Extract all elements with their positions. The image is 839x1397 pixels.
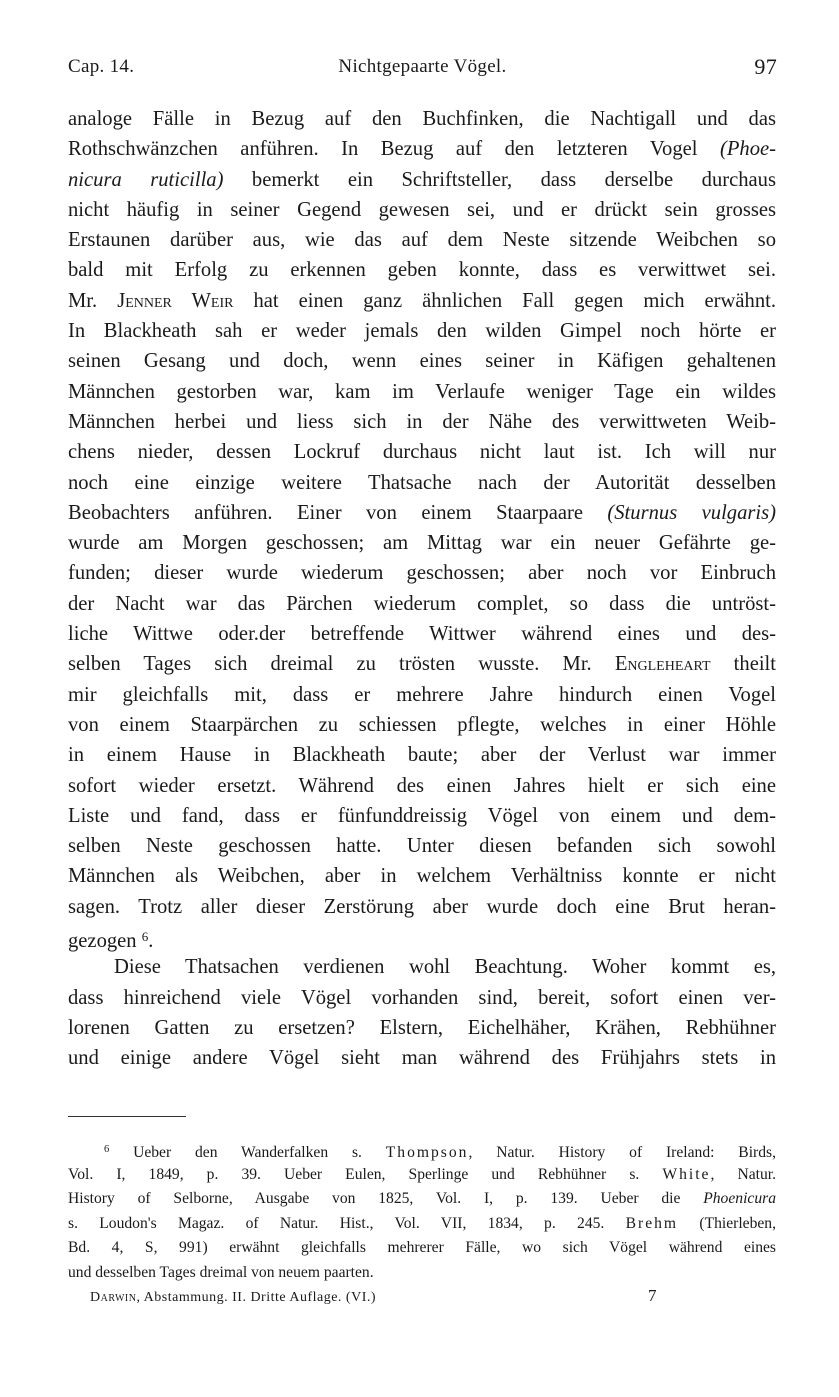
text-line: Rothschwänzchen anführen. In Bezug auf den letzteren Vogel (Phoe- <box>68 138 776 161</box>
text-line: Diese Thatsachen verdienen wohl Beachtung. Woher kommt es, <box>114 956 776 979</box>
text-line: Beobachters anführen. Einer von einem Staarpaare (Sturnus vulgaris) <box>68 501 776 524</box>
text-line: Mr. Jenner Weir hat einen ganz ähnlichen Fall gegen mich erwähnt. <box>68 289 776 312</box>
italic-species-name: Phoenicura <box>703 1190 776 1208</box>
footnote-line: History of Selborne, Ausgabe von 1825, Vol. I, p. 139. Ueber die Phoenicura <box>68 1190 776 1208</box>
chapter-label: Cap. 14. <box>68 56 135 77</box>
text-line: nicura ruticilla) bemerkt ein Schriftsteller, dass derselbe durchaus <box>68 168 776 191</box>
text-line: bald mit Erfolg zu erkennen geben konnte, dass es verwittwet sei. <box>68 259 776 282</box>
person-name: Jenner Weir <box>117 289 234 312</box>
person-name: White <box>662 1165 711 1183</box>
author-name: Darwin <box>90 1290 137 1305</box>
footnote-mark: 6 <box>104 1144 110 1155</box>
text-line: mir gleichfalls mit, dass er mehrere Jahre hindurch einen Vogel <box>68 683 776 706</box>
sheet-number: 7 <box>648 1286 657 1305</box>
footnote <box>68 1138 776 1286</box>
text-line: seinen Gesang und doch, wenn eines seiner in Käfigen gehaltenen <box>68 350 776 373</box>
text-line: Männchen herbei und liess sich in der Nähe des verwittweten Weib- <box>68 410 776 433</box>
italic-species-name: (Sturnus vulgaris) <box>607 501 776 524</box>
page-number: 97 <box>754 54 777 79</box>
footnote-line: $^6$ Ueber den Wanderfalken s. Thompson, Natur. History of Ireland: Birds, <box>104 1144 776 1161</box>
footnote-line: Bd. 4, S, 991) erwähnt gleichfalls mehrerer Fälle, wo sich Vögel während eines <box>68 1239 776 1257</box>
footnote-separator <box>68 1116 186 1117</box>
text-line: In Blackheath sah er weder jemals den wilden Gimpel noch hörte er <box>68 320 776 343</box>
text-line: von einem Staarpärchen zu schiessen pflegte, welches in einer Höhle <box>68 713 776 736</box>
text-line: nicht häufig in seiner Gegend gewesen sei, und er drückt sein grosses <box>68 198 776 221</box>
text-line: noch eine einzige weitere Thatsache nach der Autorität desselben <box>68 471 776 494</box>
footnote-line: und desselben Tages dreimal von neuem paarten. <box>68 1263 374 1281</box>
footnote-reference: 6 <box>141 929 149 945</box>
footnote-line: s. Loudon's Magaz. of Natur. Hist., Vol. VII, 1834, p. 245. Brehm (Thierleben, <box>68 1214 777 1232</box>
text-line: gezogen $^6$. <box>68 929 154 953</box>
footnote-line: Vol. I, 1849, p. 39. Ueber Eulen, Sperlinge und Rebhühner s. White, Natur. <box>68 1165 776 1183</box>
text-line: Männchen als Weibchen, aber in welchem Verhältniss konnte er nicht <box>68 865 776 888</box>
person-name: Brehm <box>625 1214 679 1232</box>
running-title: Nichtgepaarte Vögel. <box>338 56 507 77</box>
text-line: chens nieder, dessen Lockruf durchaus nicht laut ist. Ich will nur <box>68 441 776 464</box>
text-line: der Nacht war das Pärchen wiederum complet, so dass die untröst- <box>68 592 776 615</box>
italic-species-name: (Phoe- <box>719 138 776 161</box>
text-line: liche Wittwe oder.der betreffende Wittwer während eines und des- <box>68 623 776 646</box>
text-line: dass hinreichend viele Vögel vorhanden sind, bereit, sofort einen ver- <box>68 986 776 1009</box>
running-header <box>68 54 777 84</box>
text-line: und einige andere Vögel sieht man während des Frühjahrs stets in <box>68 1047 776 1070</box>
text-line: funden; dieser wurde wiederum geschossen; aber noch vor Einbruch <box>68 562 776 585</box>
text-line: analoge Fälle in Bezug auf den Buchfinken, die Nachtigall und das <box>68 108 776 130</box>
text-line: sofort wieder ersetzt. Während des einen Jahres hielt er sich eine <box>68 774 776 797</box>
text-line: Männchen gestorben war, kam im Verlaufe weniger Tage ein wildes <box>68 380 776 403</box>
person-name: Engleheart <box>614 653 711 676</box>
text-line: wurde am Morgen geschossen; am Mittag war ein neuer Gefährte ge- <box>68 532 776 555</box>
text-line: selben Neste geschossen hatte. Unter diesen befanden sich sowohl <box>68 835 776 858</box>
text-line: Erstaunen darüber aus, wie das auf dem Neste sitzende Weibchen so <box>68 229 776 252</box>
text-line: in einem Hause in Blackheath baute; aber der Verlust war immer <box>68 744 776 767</box>
main-text <box>68 104 776 1074</box>
text-line: selben Tages sich dreimal zu trösten wusste. Mr. Engleheart theilt <box>68 653 776 676</box>
text-line: sagen. Trotz aller dieser Zerstörung aber wurde doch eine Brut heran- <box>68 895 776 918</box>
person-name: Thompson <box>385 1144 469 1161</box>
printer-signature: Darwin, Abstammung. II. Dritte Auflage. (VI.) 7 <box>90 1286 657 1305</box>
italic-species-name: nicura ruticilla) <box>68 168 224 191</box>
text-line: lorenen Gatten zu ersetzen? Elstern, Eichelhäher, Krähen, Rebhühner <box>68 1016 776 1039</box>
text-line: Liste und fand, dass er fünfunddreissig Vögel von einem und dem- <box>68 804 776 827</box>
